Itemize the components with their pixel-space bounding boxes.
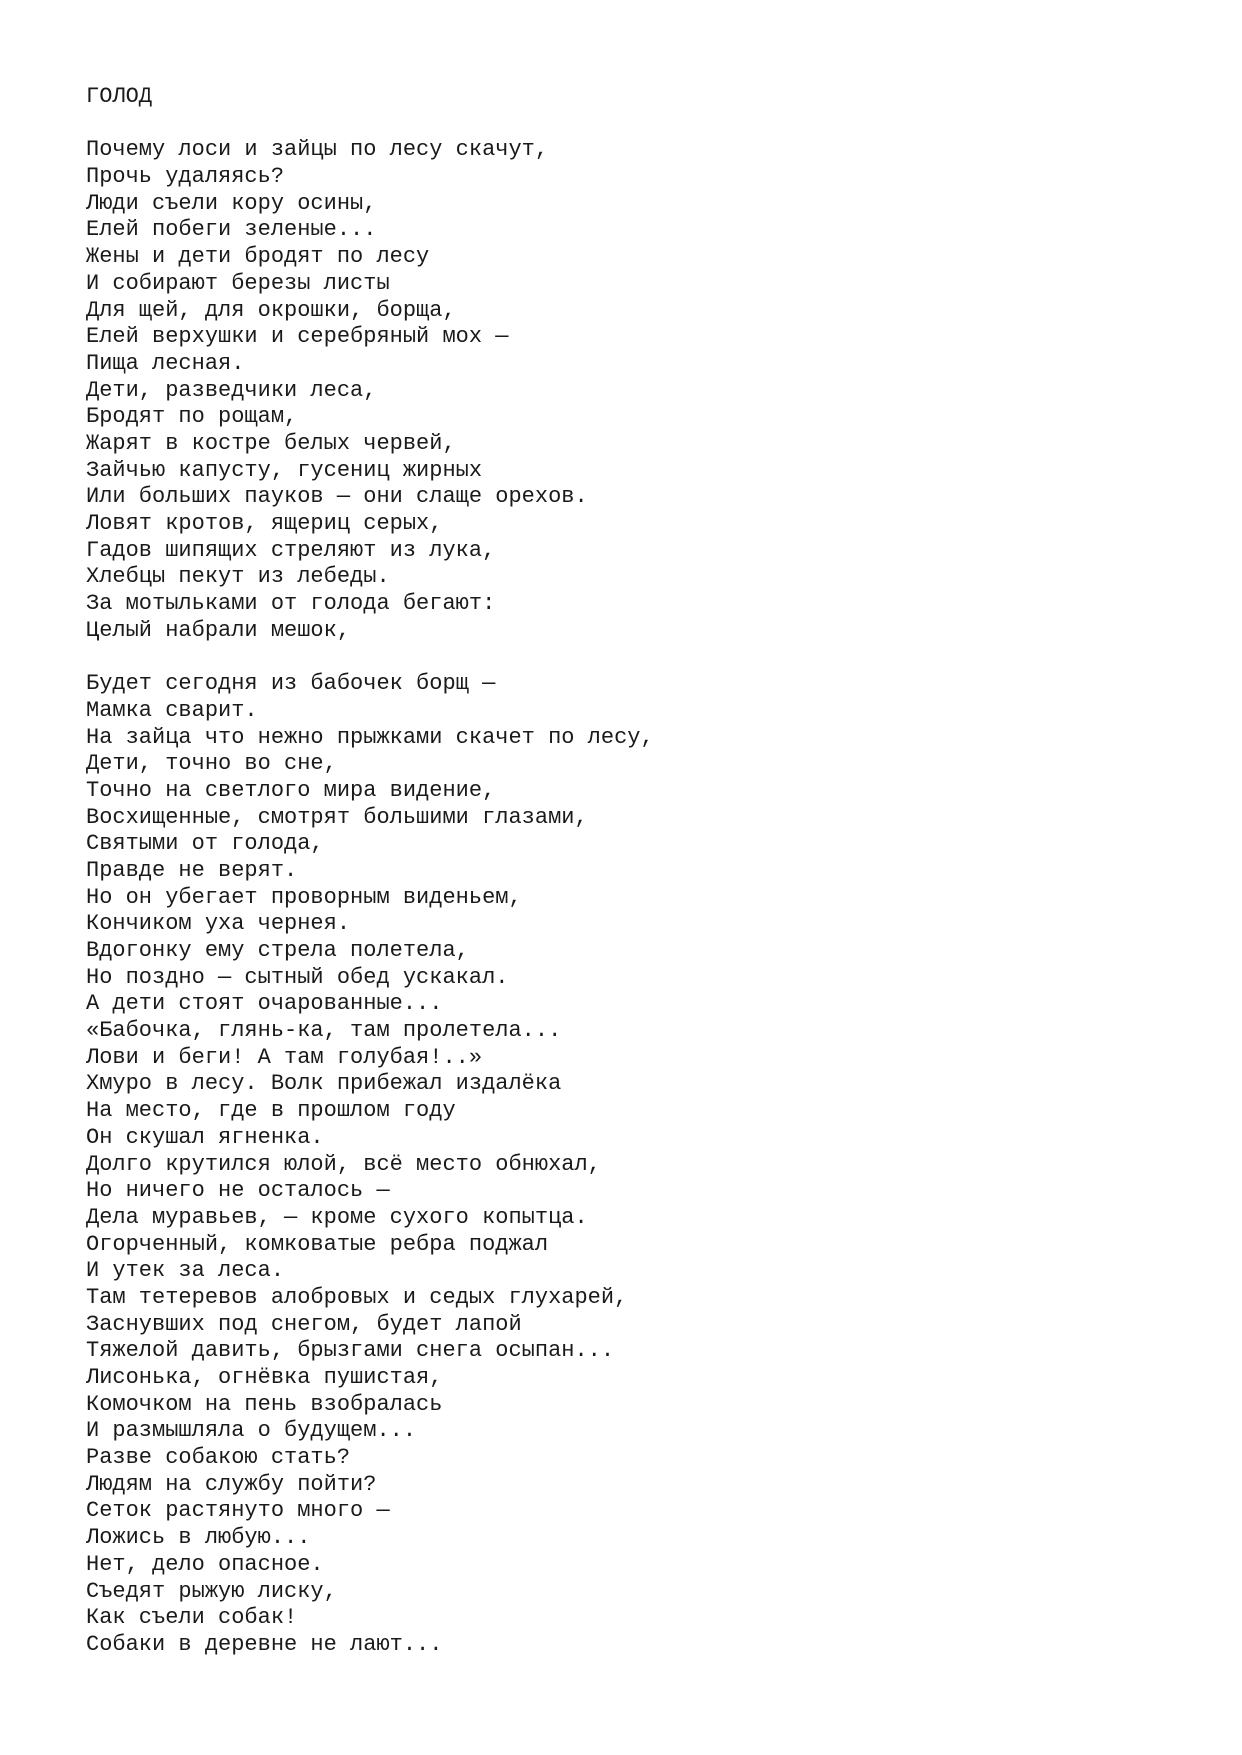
poem-line: И утек за леса.	[86, 1258, 285, 1284]
poem-line: Жены и дети бродят по лесу	[86, 244, 430, 270]
poem-line: Заснувших под снегом, будет лапой	[86, 1311, 522, 1337]
poem-line: Дела муравьев, — кроме сухого копытца.	[86, 1204, 588, 1230]
poem-line: Хмуро в лесу. Волк прибежал издалёка	[86, 1071, 562, 1097]
poem-line: Он скушал ягненка.	[86, 1124, 324, 1150]
poem-line: Разве собакою стать?	[86, 1445, 351, 1471]
poem-line: Лисонька, огнёвка пушистая,	[86, 1365, 443, 1390]
poem-line: Огорченный, комковатые ребра поджал	[86, 1231, 549, 1257]
poem-line: Прочь удаляясь?	[86, 164, 285, 190]
poem-line: Лови и беги! А там голубая!..»	[86, 1044, 483, 1070]
poem-line: Ловят кротов, ящериц серых,	[86, 511, 443, 536]
poem-line: Но поздно — сытный обед ускакал.	[86, 964, 509, 990]
poem-line: Собаки в деревне не лают...	[86, 1631, 443, 1657]
poem-line: Для щей, для окрошки, борща,	[86, 297, 456, 323]
poem-line: Как съели собак!	[86, 1605, 298, 1631]
poem-line: Сеток растянуто много —	[86, 1498, 390, 1524]
poem-line: Людям на службу пойти?	[86, 1471, 377, 1497]
poem-line: Святыми от голода,	[86, 831, 324, 857]
poem-line: Правде не верят.	[86, 857, 298, 883]
poem-line: На место, где в прошлом году	[86, 1098, 456, 1124]
poem-line: Но ничего не осталось —	[86, 1178, 390, 1204]
stanza-2	[86, 671, 1186, 1658]
poem-text	[86, 84, 1186, 1659]
poem-line: Жарят в костре белых червей,	[86, 430, 456, 456]
poem-line: Гадов шипящих стреляют из лука,	[86, 537, 496, 563]
poem-line: Дети, разведчики леса,	[86, 377, 377, 403]
poem-line: Ложись в любую...	[86, 1525, 311, 1551]
poem-line: И собирают березы листы	[86, 270, 390, 296]
poem-line: Елей верхушки и серебряный мох —	[86, 324, 509, 350]
poem-line: Пища лесная.	[86, 350, 245, 376]
poem-line: Тяжелой давить, брызгами снега осыпан...	[86, 1338, 615, 1364]
poem-line: Или больших пауков — они слаще орехов.	[86, 484, 588, 510]
poem-line: Почему лоси и зайцы по лесу скачут,	[86, 137, 549, 163]
poem-line: Вдогонку ему стрела полетела,	[86, 938, 469, 963]
poem-line: Восхищенные, смотрят большими глазами,	[86, 804, 588, 830]
poem-line: Люди съели кору осины,	[86, 190, 377, 216]
poem-line: Долго крутился юлой, всё место обнюхал,	[86, 1151, 601, 1177]
poem-line: Мамка сварит.	[86, 697, 258, 723]
poem-line: Точно на светлого мира видение,	[86, 777, 496, 803]
poem-line: Елей побеги зеленые...	[86, 217, 377, 243]
poem-line: За мотыльками от голода бегают:	[86, 591, 496, 617]
poem-line: Но он убегает проворным виденьем,	[86, 884, 522, 910]
poem-line: «Бабочка, глянь-ка, там пролетела...	[86, 1018, 562, 1044]
poem-line: На зайца что нежно прыжками скачет по лесу,	[86, 724, 654, 750]
poem-line: Кончиком уха чернея.	[86, 911, 351, 937]
poem-line: Комочком на пень взобралась	[86, 1391, 443, 1417]
poem-line: Целый набрали мешок,	[86, 617, 351, 643]
poem-title: ГОЛОД	[86, 84, 153, 109]
stanza-gap	[86, 644, 1186, 671]
poem-line: И размышляла о будущем...	[86, 1418, 417, 1444]
stanza-1	[86, 137, 1186, 644]
poem-line: Будет сегодня из бабочек борщ —	[86, 671, 496, 697]
poem-line: А дети стоят очарованные...	[86, 991, 443, 1017]
poem-line: Хлебцы пекут из лебеды.	[86, 564, 390, 590]
poem-line: Дети, точно во сне,	[86, 751, 337, 777]
poem-line: Там тетеревов алобровых и седых глухарей,	[86, 1284, 628, 1310]
poem-line: Зайчью капусту, гусениц жирных	[86, 457, 483, 483]
poem-line: Бродят по рощам,	[86, 404, 298, 430]
poem-line: Съедят рыжую лиску,	[86, 1578, 337, 1604]
poem-line: Нет, дело опасное.	[86, 1551, 324, 1577]
